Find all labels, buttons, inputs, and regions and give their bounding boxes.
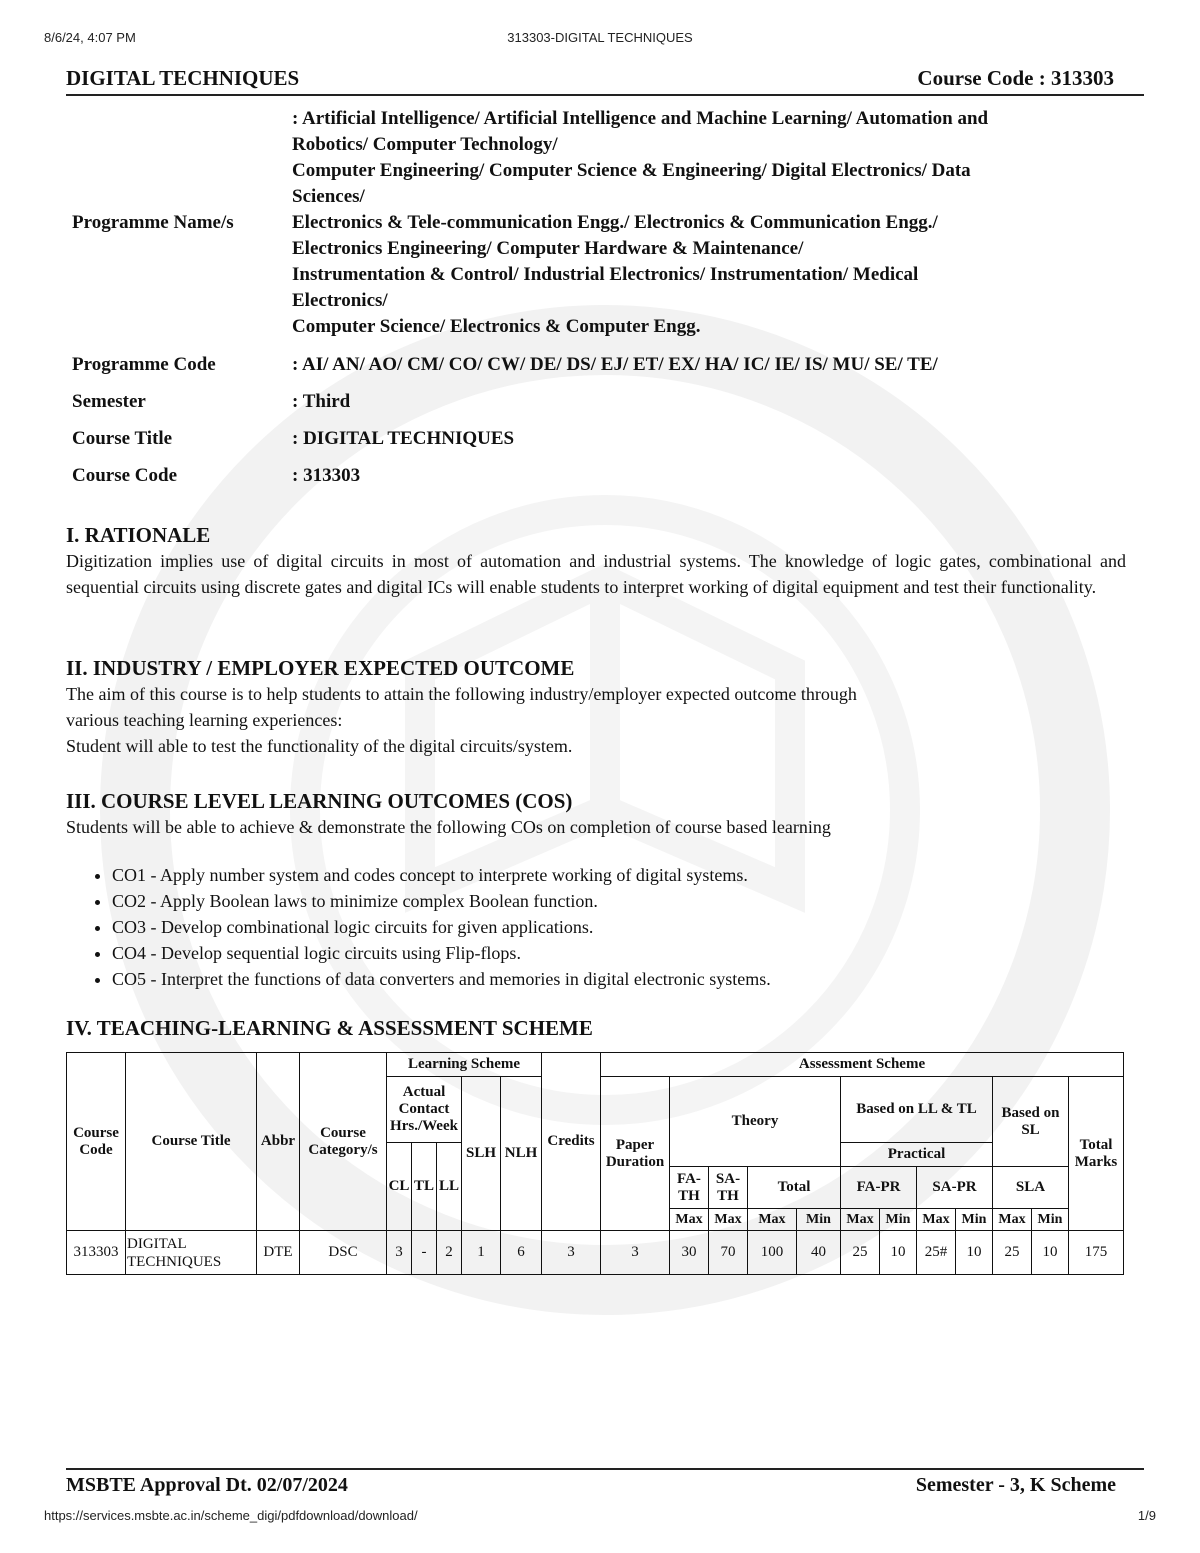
industry-outcome-line: various teaching learning experiences: [66, 710, 343, 730]
doc-header-title: DIGITAL TECHNIQUES [66, 66, 300, 90]
th-ll: LL [437, 1143, 462, 1231]
th-min: Min [880, 1209, 917, 1231]
course-title-value: : DIGITAL TECHNIQUES [292, 427, 515, 449]
th-sla: SLA [993, 1167, 1069, 1209]
cell-total-max: 100 [748, 1231, 797, 1275]
course-code-row [66, 457, 1126, 494]
programme-code-label: Programme Code [72, 353, 216, 375]
th-max: Max [917, 1209, 956, 1231]
th-total: Total [748, 1167, 841, 1209]
print-datetime: 8/6/24, 4:07 PM [44, 30, 136, 45]
programme-names-label: Programme Name/s [72, 212, 234, 233]
cell-ll: 2 [437, 1231, 462, 1275]
rationale-heading: I. RATIONALE [66, 523, 211, 547]
course-outcome-item: • CO3 - Develop combinational logic circuits for given applications. [112, 914, 1126, 940]
th-tl: TL [412, 1143, 437, 1231]
th-cl: CL [387, 1143, 412, 1231]
cell-course-title: DIGITAL TECHNIQUES [126, 1231, 257, 1275]
rationale-section [66, 522, 1126, 600]
doc-header-course-code: Course Code : 313303 [917, 66, 1114, 90]
th-paper-duration: Paper Duration [601, 1077, 670, 1231]
cell-fa-pr-min: 10 [880, 1231, 917, 1275]
th-based-ll-tl: Based on LL & TL [841, 1077, 993, 1143]
programme-names-line: Sciences/ [292, 186, 365, 207]
course-outcome-item: • CO4 - Develop sequential logic circuits using Flip-flops. [112, 940, 1126, 966]
programme-names-line: Computer Engineering/ Computer Science & Engineering/ Digital Electronics/ Data [292, 160, 971, 181]
teaching-assessment-scheme-table [66, 1052, 1124, 1275]
industry-outcome-heading: II. INDUSTRY / EMPLOYER EXPECTED OUTCOME [66, 656, 575, 680]
programme-names-line: : Artificial Intelligence/ Artificial Intelligence and Machine Learning/ Automation and [292, 108, 989, 129]
print-url: https://services.msbte.ac.in/scheme_digi/pdfdownload/download/ [44, 1508, 418, 1523]
th-max: Max [841, 1209, 880, 1231]
cell-fa-th-max: 30 [670, 1231, 709, 1275]
scheme-section [66, 1015, 1126, 1041]
course-outcome-item: • CO1 - Apply number system and codes concept to interprete working of digital systems. [112, 862, 1126, 888]
cell-sla-min: 10 [1032, 1231, 1069, 1275]
scheme-heading: IV. TEACHING-LEARNING & ASSESSMENT SCHEME [66, 1016, 593, 1040]
approval-date: MSBTE Approval Dt. 02/07/2024 [66, 1474, 348, 1496]
course-title-row [66, 420, 1126, 457]
course-outcomes-list [66, 862, 1126, 992]
programme-names-row [66, 106, 1126, 340]
cell-total-marks: 175 [1069, 1231, 1124, 1275]
th-max: Max [993, 1209, 1032, 1231]
th-actual-contact: Actual Contact Hrs./Week [387, 1077, 462, 1143]
th-sa-pr: SA-PR [917, 1167, 993, 1209]
course-outcomes-heading: III. COURSE LEVEL LEARNING OUTCOMES (COS) [66, 789, 573, 813]
cell-total-min: 40 [796, 1231, 840, 1275]
course-outcome-item: • CO5 - Interpret the functions of data converters and memories in digital electronic systems. [112, 966, 1126, 992]
th-min: Min [956, 1209, 993, 1231]
course-outcomes-intro: Students will be able to achieve & demonstrate the following COs on completion of course based learning [66, 817, 831, 837]
cell-sla-max: 25 [993, 1231, 1032, 1275]
cell-paper-duration: 3 [601, 1231, 670, 1275]
semester-value: : Third [292, 390, 351, 412]
semester-scheme: Semester - 3, K Scheme [915, 1474, 1116, 1496]
course-info-block [66, 106, 1126, 494]
programme-code-row [66, 346, 1126, 383]
cell-course-code: 313303 [67, 1231, 126, 1275]
th-total-marks: Total Marks [1069, 1077, 1124, 1231]
table-row [67, 1231, 1124, 1275]
cell-tl: - [412, 1231, 437, 1275]
cell-credits: 3 [542, 1231, 601, 1275]
cell-sa-th-max: 70 [709, 1231, 748, 1275]
industry-outcome-line: Student will able to test the functionality of the digital circuits/system. [66, 736, 573, 756]
rationale-text: Digitization implies use of digital circuits in most of automation and industrial systems. The knowledge of logic gates, combinational and sequential circuits using discrete gates and digital ICs will enable students to interpret working of digital equipment and test their functionality. [66, 551, 1126, 597]
th-course-code: Course Code [67, 1053, 126, 1231]
programme-names-line: Electronics & Tele-communication Engg./ Electronics & Communication Engg./ [292, 212, 938, 233]
course-outcomes-section [66, 788, 1126, 992]
cell-fa-pr-max: 25 [841, 1231, 880, 1275]
th-max: Max [709, 1209, 748, 1231]
th-sa-th: SA-TH [709, 1167, 748, 1209]
th-max: Max [748, 1209, 797, 1231]
th-nlh: NLH [501, 1077, 542, 1231]
cell-cl: 3 [387, 1231, 412, 1275]
programme-names-line: Instrumentation & Control/ Industrial Electronics/ Instrumentation/ Medical [292, 264, 919, 285]
th-fa-th: FA-TH [670, 1167, 709, 1209]
th-assessment-scheme: Assessment Scheme [601, 1053, 1124, 1077]
th-based-sl: Based on SL [993, 1077, 1069, 1167]
th-min: Min [1032, 1209, 1069, 1231]
th-category: Course Category/s [300, 1053, 387, 1231]
course-code-value: : 313303 [292, 464, 361, 486]
programme-names-line: Electronics/ [292, 290, 388, 311]
th-course-title: Course Title [126, 1053, 257, 1231]
th-abbr: Abbr [257, 1053, 300, 1231]
th-slh: SLH [462, 1077, 501, 1231]
th-fa-pr: FA-PR [841, 1167, 917, 1209]
cell-sa-pr-min: 10 [956, 1231, 993, 1275]
programme-names-line: Computer Science/ Electronics & Computer Engg. [292, 316, 701, 337]
print-title: 313303-DIGITAL TECHNIQUES [507, 30, 693, 45]
cell-slh: 1 [462, 1231, 501, 1275]
industry-outcome-line: The aim of this course is to help students to attain the following industry/employer expected outcome through [66, 684, 857, 704]
cell-abbr: DTE [257, 1231, 300, 1275]
document-header [66, 66, 1144, 96]
document-footer [66, 1468, 1144, 1500]
industry-outcome-section [66, 655, 1126, 759]
cell-nlh: 6 [501, 1231, 542, 1275]
semester-label: Semester [72, 390, 146, 412]
course-code-label: Course Code [72, 464, 178, 486]
programme-names-line: Robotics/ Computer Technology/ [292, 134, 558, 155]
cell-sa-pr-max: 25# [917, 1231, 956, 1275]
th-theory: Theory [670, 1077, 841, 1167]
th-credits: Credits [542, 1053, 601, 1231]
programme-names-value [292, 106, 1126, 340]
cell-category: DSC [300, 1231, 387, 1275]
semester-row [66, 383, 1126, 420]
th-max: Max [670, 1209, 709, 1231]
course-outcome-item: • CO2 - Apply Boolean laws to minimize complex Boolean function. [112, 888, 1126, 914]
th-min: Min [796, 1209, 840, 1231]
th-learning-scheme: Learning Scheme [387, 1053, 542, 1077]
print-page-number: 1/9 [1137, 1508, 1156, 1523]
browser-print-header [44, 30, 1156, 50]
th-practical: Practical [841, 1143, 993, 1167]
programme-code-value: : AI/ AN/ AO/ CM/ CO/ CW/ DE/ DS/ EJ/ ET/ EX/ HA/ IC/ IE/ IS/ MU/ SE/ TE/ [292, 353, 938, 375]
programme-names-line: Electronics Engineering/ Computer Hardware & Maintenance/ [292, 238, 804, 259]
browser-print-footer [44, 1508, 1156, 1528]
course-title-label: Course Title [72, 427, 173, 449]
